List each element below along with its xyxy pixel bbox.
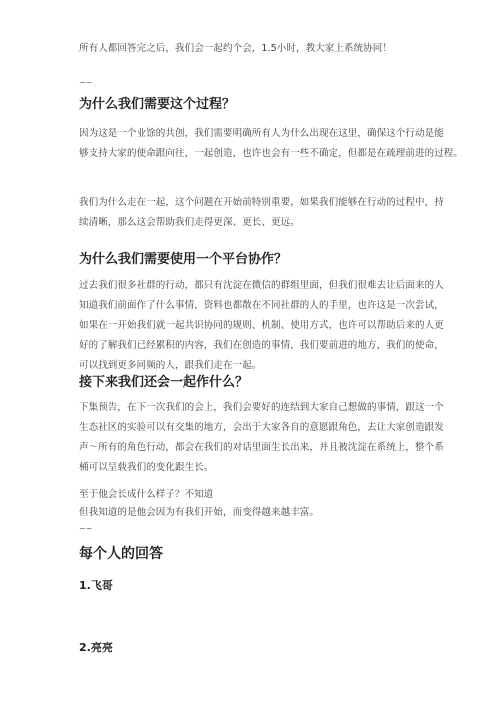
paragraph-line: 桶可以呈载我们的变化跟生长。 [79, 462, 214, 473]
section-1-paragraph-2 [79, 193, 444, 233]
paragraph [79, 124, 464, 164]
section-1-heading: 为什么我们需要这个过程？ [79, 97, 236, 112]
paragraph [79, 486, 424, 522]
section-1 [79, 96, 424, 114]
separator-text: ~~ [79, 78, 93, 87]
answer-item-title: 1.飞哥 [79, 579, 113, 592]
answer-item-2 [79, 640, 424, 656]
paragraph-line: 至于他会长成什么样子？不知道 [79, 489, 214, 500]
answers-section [79, 545, 424, 563]
intro-line: 所有人都回答完之后，我们会一起约个会，1.5小时，教大家上系统协同！ [79, 43, 393, 54]
intro-block [79, 39, 424, 59]
paragraph-line: 好的了解我们已经累积的内容，我们在创造的事情，我们要前进的地方，我们的使命， [79, 340, 444, 351]
paragraph [79, 276, 444, 376]
paragraph-line: 我们为什么走在一起，这个问题在开始前特别重要，如果我们能够在行动的过程中，持 [79, 197, 444, 208]
section-2-paragraph-1 [79, 276, 444, 376]
answers-heading: 每个人的回答 [79, 546, 163, 562]
paragraph [79, 398, 444, 478]
paragraph-line: 但我知道的是他会因为有我们开始，而变得越来越丰富。 [79, 507, 320, 518]
paragraph-line: 过去我们很多社群的行动，都只有沈淀在微信的群组里面，但我们很难去让后面来的人 [79, 280, 444, 291]
paragraph-line: 够支持大家的使命跟向往，一起创造，也许也会有一些不确定，但都是在疏理前进的过程。 [79, 148, 464, 159]
separator-2 [79, 524, 424, 534]
paragraph [79, 193, 444, 233]
paragraph-line: 声～所有的角色行动，都会在我们的对话里面生长出来，并且被沈淀在系统上，整个系 [79, 442, 444, 453]
section-1-paragraph-1 [79, 124, 464, 164]
section-3-heading: 接下来我们还会一起作什么？ [79, 375, 249, 390]
paragraph-line: 如果在一开始我们就一起共识协同的规则、机制、使用方式，也许可以帮助后来的人更 [79, 320, 444, 331]
paragraph-line: 生态社区的实验可以有交集的地方，会出于大家各自的意愿跟角色，去让大家创造跟发 [79, 422, 444, 433]
answer-item-1 [79, 578, 424, 594]
paragraph-line: 续清晰，那么这会帮助我们走得更深、更长、更远。 [79, 217, 300, 228]
section-3-paragraph-2 [79, 486, 424, 522]
paragraph-line: 因为这是一个业馀的共创，我们需要明确所有人为什么出现在这里，确保这个行动是能 [79, 128, 444, 139]
section-2-heading: 为什么我们需要使用一个平台协作？ [79, 252, 288, 267]
paragraph-line: 下集预告，在下一次我们的会上，我们会要好的连结到大家自己想做的事情，跟这一个 [79, 402, 444, 413]
separator-text: ~~ [79, 524, 93, 533]
section-3 [79, 374, 424, 392]
answer-item-title: 2.亮亮 [79, 641, 113, 654]
intro-text [79, 39, 424, 59]
paragraph-line: 可以找到更多同频的人，跟我们走在一起。 [79, 360, 262, 371]
separator-1 [79, 78, 424, 88]
section-2 [79, 251, 424, 269]
paragraph-line: 知道我们前面作了什么事情，资料也都散在不同社群的人的手里，也许这是一次尝试， [79, 300, 444, 311]
section-3-paragraph-1 [79, 398, 444, 478]
